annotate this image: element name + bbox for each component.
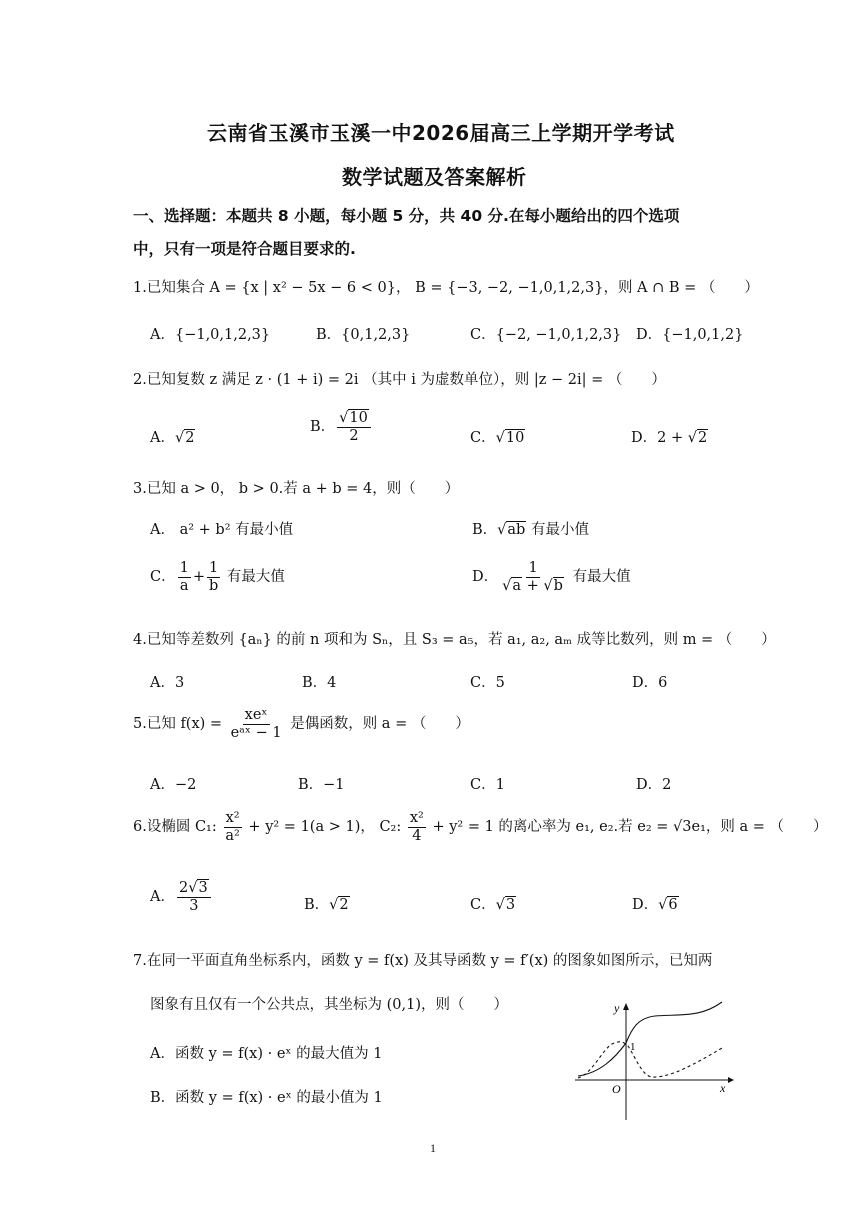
question-4-option-d: D．6 (632, 675, 668, 691)
function-f-curve (578, 1002, 722, 1076)
option-d-label: D． (632, 897, 659, 913)
question-5-stem (133, 707, 470, 741)
option-a-label: A． (150, 430, 175, 446)
option-d-suffix: 有最大值 (567, 569, 631, 586)
q5-suffix: 是偶函数，则 a = （ ） (285, 716, 470, 733)
option-d-radicand: 2 (697, 430, 708, 446)
option-d-label: D．2 + (631, 430, 688, 446)
page-subtitle: 数学试题及答案解析 (342, 165, 527, 189)
question-6-option-d: D．√6 (632, 897, 678, 913)
question-4-option-b: B．4 (302, 675, 337, 691)
question-3-option-c (150, 560, 285, 594)
question-1-stem: 1.已知集合 A = {x | x² − 5x − 6 < 0}， B = {−3, −2, −1,0,1,2,3}，则 A ∩ B = （ ） (133, 280, 759, 296)
question-7-stem-line1: 7.在同一平面直角坐标系内，函数 y = f(x) 及其导函数 y = f′(x) 的图象如图所示，已知两 (133, 953, 713, 969)
question-6-option-c: C．√3 (470, 897, 516, 913)
option-b-numerator: 10 (349, 410, 368, 426)
q6-fraction-2: $\frac{\text{x²}}{4}$ (409, 810, 424, 844)
question-4-stem: 4.已知等差数列 {aₙ} 的前 n 项和为 Sₙ，且 S₃ = a₅，若 a₁, a₂, aₘ 成等比数列，则 m = （ ） (133, 632, 776, 648)
question-3-stem: 3.已知 a > 0， b > 0.若 a + b = 4，则（ ） (133, 481, 460, 497)
q6-fraction-1: $\frac{\text{x²}}{\text{a²}}$ (225, 810, 240, 844)
option-c-label: C． (470, 897, 496, 913)
question-4-option-c: C．5 (470, 675, 505, 691)
intersection-label: 1 (630, 1041, 636, 1053)
question-1-option-c: C．{−2, −1,0,1,2,3} (470, 327, 622, 343)
option-c-radicand: 3 (505, 897, 516, 913)
option-c-radicand: 10 (505, 430, 525, 446)
y-axis-arrow (623, 1003, 629, 1010)
option-c-fraction-1: $\frac{1}{a}$ (179, 560, 189, 594)
q5-fraction: $\frac{\text{xeˣ}}{\text{eᵃˣ − 1}}$ (230, 707, 282, 741)
question-2-stem: 2.已知复数 z 满足 z · (1 + i) = 2i （其中 i 为虚数单位），则 |z − 2i| = （ ） (133, 372, 666, 388)
question-4-option-a: A．3 (150, 675, 185, 691)
q6-part1: 6.设椭圆 C₁: (133, 819, 222, 836)
question-6-stem (133, 810, 828, 844)
question-7-graph (570, 998, 740, 1123)
option-d-label: D． (472, 569, 499, 586)
option-b-label: B． (310, 419, 336, 436)
question-6-option-b: B．√2 (304, 897, 349, 913)
question-5-option-c: C．1 (470, 777, 505, 793)
option-b-suffix: 有最小值 (526, 522, 589, 538)
question-6-option-a (150, 880, 213, 914)
derivative-curve (578, 1042, 722, 1078)
option-a-label: A． (150, 889, 175, 906)
origin-label: O (612, 1082, 621, 1096)
question-2-option-b (310, 410, 373, 444)
question-2-option-c: C．√10 (470, 430, 525, 446)
x-axis-arrow (728, 1077, 734, 1083)
option-b-denominator: 2 (349, 427, 359, 444)
question-7-stem-line2: 图象有且仅有一个公共点，其坐标为 (0,1)，则（ ） (150, 997, 508, 1013)
question-3-option-b: B．√ab 有最小值 (472, 522, 589, 538)
option-d-fraction: $\frac{1}{√a + √b}$ (502, 560, 563, 594)
option-b-radicand: ab (507, 522, 526, 538)
q6-part2: + y² = 1(a > 1)， C₂: (243, 819, 406, 836)
question-1-option-d: D．{−1,0,1,2} (636, 327, 744, 343)
option-c-plus: + (192, 569, 205, 586)
option-c-label: C． (150, 569, 176, 586)
page-title: 云南省玉溪市玉溪一中2026届高三上学期开学考试 (207, 121, 675, 145)
option-a-fraction: $\frac{2√3}{3}$ (177, 880, 211, 914)
question-1-option-a: A．{−1,0,1,2,3} (150, 327, 271, 343)
page-number: 1 (430, 1141, 436, 1155)
option-c-fraction-2: $\frac{1}{b}$ (209, 560, 219, 594)
option-b-label: B． (304, 897, 330, 913)
option-b-label: B． (472, 522, 498, 538)
section-heading-line2: 中，只有一项是符合题目要求的. (133, 240, 356, 258)
question-5-option-a: A．−2 (150, 777, 197, 793)
question-5-option-b: B．−1 (298, 777, 345, 793)
question-7-option-b: B．函数 y = f(x) · eˣ 的最小值为 1 (150, 1090, 383, 1106)
question-3-option-d (472, 560, 631, 594)
option-c-label: C． (470, 430, 496, 446)
x-axis-label: x (720, 1081, 726, 1095)
question-7-option-a: A．函数 y = f(x) · eˣ 的最大值为 1 (150, 1046, 383, 1062)
option-d-radicand: 6 (668, 897, 678, 913)
q6-part3: + y² = 1 的离心率为 e₁, e₂.若 e₂ = √3e₁，则 a = （ ） (427, 819, 828, 836)
option-c-suffix: 有最大值 (222, 569, 285, 586)
option-b-radicand: 2 (339, 897, 349, 913)
option-b-fraction: $\frac{√10}{2}$ (337, 410, 371, 444)
q5-prefix: 5.已知 f(x) = (133, 716, 227, 733)
option-a-radicand: 2 (185, 430, 195, 446)
question-3-option-a: A． a² + b² 有最小值 (150, 522, 294, 538)
question-2-option-a: A．√2 (150, 430, 195, 446)
y-axis-label: y (614, 1001, 620, 1015)
question-1-option-b: B．{0,1,2,3} (316, 327, 411, 343)
section-heading-line1: 一、选择题：本题共 8 小题，每小题 5 分，共 40 分.在每小题给出的四个选项 (133, 207, 680, 225)
question-5-option-d: D．2 (636, 777, 672, 793)
question-2-option-d: D．2 + √2 (631, 430, 708, 446)
